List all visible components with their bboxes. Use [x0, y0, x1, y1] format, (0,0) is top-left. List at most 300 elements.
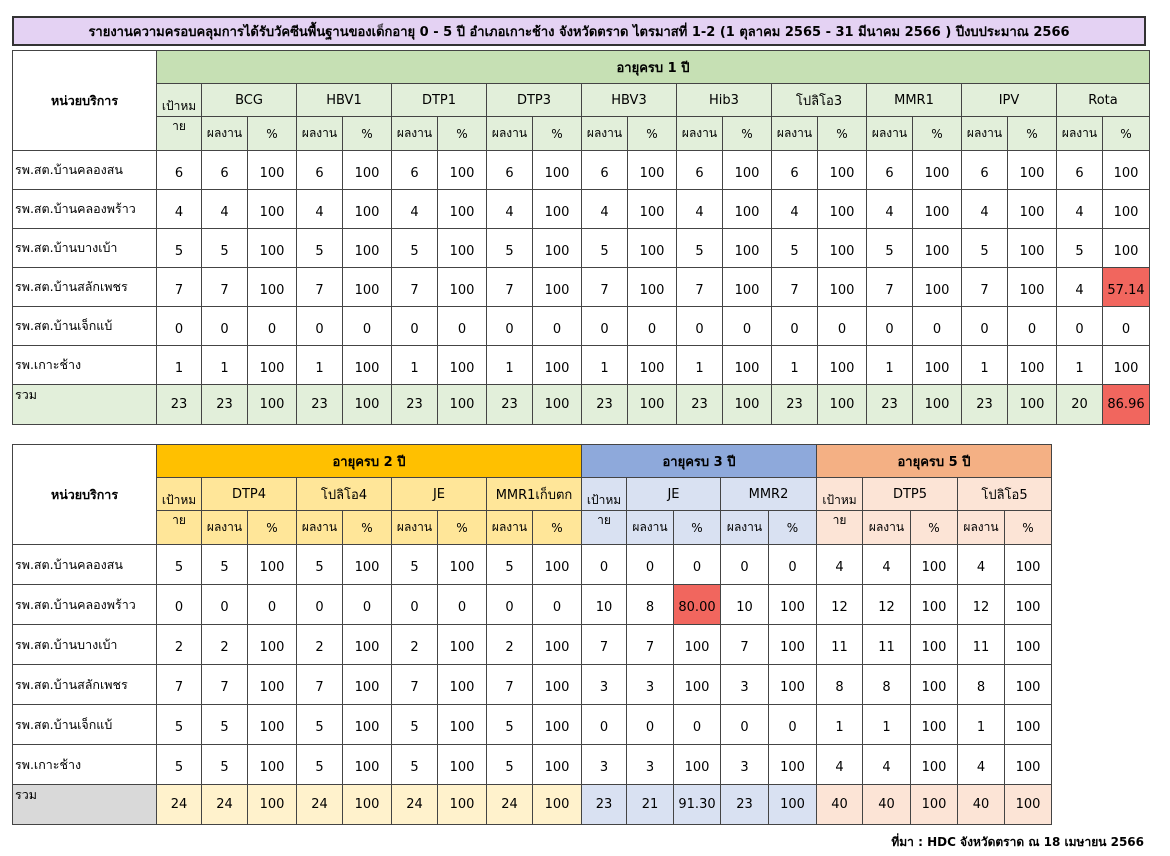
percent-value: 100 — [628, 229, 677, 268]
vaccine-header-4-1: โปลิโอ4 — [297, 478, 392, 511]
percent-header: % — [248, 117, 297, 151]
unit-name: รพ.เกาะช้าง — [13, 346, 157, 385]
vaccine-header-3-6: โปลิโอ3 — [772, 84, 867, 117]
percent-value: 100 — [1005, 745, 1052, 785]
result-value: 2 — [297, 625, 343, 665]
unit-name: รพ.สต.บ้านเจ็กแบ้ — [13, 307, 157, 346]
result-header: ผลงาน — [1057, 117, 1103, 151]
target-value: 2 — [157, 625, 202, 665]
result-value: 2 — [487, 625, 533, 665]
result-value: 23 — [677, 385, 723, 425]
unit-name: รพ.สต.บ้านคลองสน — [13, 545, 157, 585]
result-value: 5 — [962, 229, 1008, 268]
result-value: 7 — [487, 268, 533, 307]
report-title: รายงานความครอบคลุมการได้รับวัคซีนพื้นฐานของเด็กอายุ 0 - 5 ปี อำเภอเกาะช้าง จังหวัดตราด ไตรมาสที่ 1-2 (1 ตุลาคม 2565 - 31 มีนาคม 2566 ) ปีงบประมาณ 2566 — [12, 16, 1146, 46]
result-value: 0 — [202, 307, 248, 346]
target-header: เป้าหม — [817, 478, 863, 511]
result-value: 5 — [487, 229, 533, 268]
percent-header: % — [628, 117, 677, 151]
result-value: 3 — [627, 665, 674, 705]
percent-value: 100 — [533, 545, 582, 585]
percent-value: 100 — [248, 229, 297, 268]
percent-value: 0 — [1008, 307, 1057, 346]
percent-header: % — [674, 511, 721, 545]
result-header: ผลงาน — [627, 511, 674, 545]
percent-value: 100 — [533, 625, 582, 665]
result-value: 1 — [677, 346, 723, 385]
percent-value: 100 — [343, 545, 392, 585]
percent-header: % — [1008, 117, 1057, 151]
result-value: 4 — [582, 190, 628, 229]
result-value: 23 — [962, 385, 1008, 425]
result-value: 8 — [863, 665, 911, 705]
result-value: 7 — [677, 268, 723, 307]
result-value: 0 — [721, 705, 769, 745]
target-value: 0 — [157, 307, 202, 346]
result-header: ผลงาน — [721, 511, 769, 545]
result-value: 10 — [721, 585, 769, 625]
percent-value: 100 — [628, 268, 677, 307]
percent-header: % — [438, 117, 487, 151]
percent-value: 100 — [628, 151, 677, 190]
percent-value: 100 — [1008, 190, 1057, 229]
result-value: 4 — [202, 190, 248, 229]
unit-name: รพ.สต.บ้านคลองพร้าว — [13, 190, 157, 229]
target-value: 1 — [157, 346, 202, 385]
result-value: 3 — [721, 745, 769, 785]
percent-value: 100 — [818, 346, 867, 385]
percent-value: 100 — [438, 229, 487, 268]
target-header-cont: าย — [817, 511, 863, 545]
vaccine-header-bcg-0: BCG — [202, 84, 297, 117]
percent-value: 100 — [911, 625, 958, 665]
result-value: 0 — [487, 307, 533, 346]
vaccine-header-dtp4-0: DTP4 — [202, 478, 297, 511]
percent-header: % — [723, 117, 772, 151]
percent-value: 100 — [769, 585, 817, 625]
unit-name: รพ.สต.บ้านสลักเพชร — [13, 665, 157, 705]
result-value: 1 — [867, 346, 913, 385]
result-header: ผลงาน — [863, 511, 911, 545]
result-value: 1 — [863, 705, 911, 745]
percent-value: 100 — [1005, 705, 1052, 745]
result-header: ผลงาน — [202, 511, 248, 545]
percent-value: 100 — [674, 745, 721, 785]
percent-value: 0 — [438, 585, 487, 625]
result-value: 5 — [772, 229, 818, 268]
percent-value: 0 — [723, 307, 772, 346]
percent-value: 100 — [343, 151, 392, 190]
result-value: 6 — [392, 151, 438, 190]
result-value: 23 — [297, 385, 343, 425]
result-value: 7 — [392, 665, 438, 705]
result-header: ผลงาน — [772, 117, 818, 151]
percent-header: % — [769, 511, 817, 545]
result-value: 40 — [863, 785, 911, 825]
percent-value: 0 — [248, 585, 297, 625]
vaccine-header-hbv3-4: HBV3 — [582, 84, 677, 117]
percent-value: 100 — [1005, 545, 1052, 585]
percent-value: 100 — [343, 665, 392, 705]
percent-value: 0 — [769, 705, 817, 745]
percent-value: 0 — [1103, 307, 1150, 346]
result-value: 3 — [627, 745, 674, 785]
result-value: 0 — [721, 545, 769, 585]
result-value: 0 — [392, 585, 438, 625]
percent-value: 100 — [343, 346, 392, 385]
percent-value: 100 — [533, 151, 582, 190]
result-value: 5 — [202, 229, 248, 268]
result-value: 0 — [202, 585, 248, 625]
result-value: 8 — [627, 585, 674, 625]
result-value: 0 — [487, 585, 533, 625]
result-value: 5 — [297, 545, 343, 585]
percent-value: 100 — [911, 545, 958, 585]
percent-value: 100 — [248, 745, 297, 785]
percent-value: 100 — [533, 268, 582, 307]
target-value: 5 — [157, 545, 202, 585]
vaccine-header-5-1: โปลิโอ5 — [958, 478, 1052, 511]
unit-header-2: หน่วยบริการ — [13, 445, 157, 545]
percent-value: 0 — [674, 705, 721, 745]
result-header: ผลงาน — [582, 117, 628, 151]
result-value: 5 — [487, 745, 533, 785]
percent-value: 100 — [248, 625, 297, 665]
percent-value: 100 — [438, 625, 487, 665]
result-header: ผลงาน — [297, 511, 343, 545]
result-value: 0 — [772, 307, 818, 346]
vaccine-header-dtp1-2: DTP1 — [392, 84, 487, 117]
target-value: 12 — [817, 585, 863, 625]
percent-value: 100 — [1008, 229, 1057, 268]
percent-value: 100 — [913, 346, 962, 385]
percent-value: 0 — [533, 307, 582, 346]
result-value: 24 — [202, 785, 248, 825]
result-value: 1 — [958, 705, 1005, 745]
percent-value: 100 — [818, 190, 867, 229]
target-value: 0 — [582, 545, 627, 585]
result-value: 4 — [958, 545, 1005, 585]
percent-value: 100 — [818, 268, 867, 307]
target-header: เป้าหม — [157, 478, 202, 511]
percent-value: 100 — [818, 229, 867, 268]
target-value: 0 — [582, 705, 627, 745]
result-value: 1 — [1057, 346, 1103, 385]
percent-value: 86.96 — [1103, 385, 1150, 425]
result-value: 4 — [677, 190, 723, 229]
result-value: 21 — [627, 785, 674, 825]
result-value: 5 — [202, 745, 248, 785]
result-value: 12 — [958, 585, 1005, 625]
result-value: 4 — [772, 190, 818, 229]
result-value: 0 — [627, 545, 674, 585]
unit-name: รพ.สต.บ้านบางเบ้า — [13, 229, 157, 268]
result-value: 7 — [202, 665, 248, 705]
percent-value: 100 — [723, 151, 772, 190]
result-header: ผลงาน — [958, 511, 1005, 545]
target-value: 5 — [157, 745, 202, 785]
unit-name: รพ.สต.บ้านคลองสน — [13, 151, 157, 190]
percent-header: % — [1005, 511, 1052, 545]
percent-value: 100 — [248, 190, 297, 229]
percent-value: 100 — [723, 229, 772, 268]
result-value: 23 — [202, 385, 248, 425]
percent-value: 100 — [1008, 151, 1057, 190]
percent-value: 0 — [533, 585, 582, 625]
percent-value: 100 — [1103, 190, 1150, 229]
percent-value: 0 — [438, 307, 487, 346]
percent-value: 100 — [438, 545, 487, 585]
percent-value: 80.00 — [674, 585, 721, 625]
percent-value: 100 — [533, 705, 582, 745]
percent-value: 100 — [438, 190, 487, 229]
percent-header: % — [911, 511, 958, 545]
percent-value: 100 — [913, 385, 962, 425]
percent-value: 100 — [343, 268, 392, 307]
result-value: 0 — [582, 307, 628, 346]
percent-value: 100 — [628, 385, 677, 425]
result-value: 23 — [487, 385, 533, 425]
result-value: 7 — [392, 268, 438, 307]
result-header: ผลงาน — [677, 117, 723, 151]
percent-value: 100 — [723, 346, 772, 385]
result-value: 23 — [721, 785, 769, 825]
result-value: 0 — [962, 307, 1008, 346]
percent-value: 100 — [769, 745, 817, 785]
result-value: 6 — [297, 151, 343, 190]
percent-value: 0 — [674, 545, 721, 585]
target-value: 5 — [157, 705, 202, 745]
result-value: 5 — [297, 745, 343, 785]
target-value: 40 — [817, 785, 863, 825]
vaccine-header-je-0: JE — [627, 478, 721, 511]
percent-value: 100 — [818, 385, 867, 425]
percent-value: 100 — [674, 625, 721, 665]
percent-value: 0 — [818, 307, 867, 346]
result-value: 6 — [1057, 151, 1103, 190]
percent-value: 100 — [533, 346, 582, 385]
percent-header: % — [533, 511, 582, 545]
result-value: 4 — [1057, 268, 1103, 307]
vaccine-header-dtp3-3: DTP3 — [487, 84, 582, 117]
result-value: 8 — [958, 665, 1005, 705]
total-row-label: รวม — [13, 385, 157, 425]
result-value: 7 — [297, 268, 343, 307]
result-value: 6 — [677, 151, 723, 190]
target-header: เป้าหม — [157, 84, 202, 117]
target-value: 0 — [157, 585, 202, 625]
vaccine-header-rota-9: Rota — [1057, 84, 1150, 117]
result-value: 0 — [297, 585, 343, 625]
result-value: 23 — [392, 385, 438, 425]
result-value: 2 — [202, 625, 248, 665]
result-value: 5 — [392, 545, 438, 585]
percent-value: 100 — [911, 665, 958, 705]
target-value: 8 — [817, 665, 863, 705]
percent-value: 100 — [343, 190, 392, 229]
target-value: 1 — [817, 705, 863, 745]
percent-value: 100 — [533, 190, 582, 229]
vaccine-header-hib3-5: Hib3 — [677, 84, 772, 117]
percent-value: 100 — [1005, 625, 1052, 665]
percent-value: 100 — [438, 745, 487, 785]
target-value: 23 — [582, 785, 627, 825]
percent-value: 100 — [913, 190, 962, 229]
percent-value: 100 — [438, 705, 487, 745]
target-header: เป้าหม — [582, 478, 627, 511]
percent-header: % — [248, 511, 297, 545]
result-header: ผลงาน — [487, 511, 533, 545]
target-header-cont: าย — [582, 511, 627, 545]
result-value: 5 — [582, 229, 628, 268]
result-value: 6 — [867, 151, 913, 190]
result-value: 5 — [487, 545, 533, 585]
target-value: 6 — [157, 151, 202, 190]
percent-value: 100 — [438, 665, 487, 705]
percent-value: 100 — [723, 385, 772, 425]
data-source-note: ที่มา : HDC จังหวัดตราด ณ 18 เมษายน 2566 — [891, 835, 1144, 849]
percent-value: 100 — [248, 151, 297, 190]
percent-value: 100 — [533, 385, 582, 425]
percent-value: 100 — [533, 785, 582, 825]
result-value: 4 — [958, 745, 1005, 785]
result-value: 7 — [721, 625, 769, 665]
result-value: 6 — [582, 151, 628, 190]
target-value: 4 — [817, 545, 863, 585]
percent-value: 100 — [248, 346, 297, 385]
age-1-group-header: อายุครบ 1 ปี — [157, 51, 1150, 84]
percent-value: 100 — [1103, 346, 1150, 385]
percent-header: % — [343, 511, 392, 545]
percent-value: 100 — [1103, 151, 1150, 190]
result-value: 4 — [487, 190, 533, 229]
percent-value: 100 — [248, 385, 297, 425]
percent-value: 100 — [533, 745, 582, 785]
percent-value: 100 — [248, 785, 297, 825]
result-value: 5 — [487, 705, 533, 745]
percent-value: 100 — [628, 346, 677, 385]
percent-value: 100 — [674, 665, 721, 705]
percent-value: 100 — [818, 151, 867, 190]
target-value: 7 — [582, 625, 627, 665]
percent-value: 100 — [438, 346, 487, 385]
result-value: 7 — [487, 665, 533, 705]
result-value: 24 — [297, 785, 343, 825]
result-header: ผลงาน — [962, 117, 1008, 151]
result-value: 23 — [867, 385, 913, 425]
age-2-group-header: อายุครบ 2 ปี — [157, 445, 582, 478]
percent-value: 100 — [438, 151, 487, 190]
percent-header: % — [533, 117, 582, 151]
percent-value: 91.30 — [674, 785, 721, 825]
result-value: 23 — [772, 385, 818, 425]
percent-value: 100 — [343, 385, 392, 425]
result-value: 5 — [202, 545, 248, 585]
result-value: 7 — [962, 268, 1008, 307]
target-header-cont: าย — [157, 511, 202, 545]
result-value: 0 — [627, 705, 674, 745]
result-value: 0 — [297, 307, 343, 346]
age-5-group-header: อายุครบ 5 ปี — [817, 445, 1052, 478]
unit-name: รพ.เกาะช้าง — [13, 745, 157, 785]
percent-value: 0 — [248, 307, 297, 346]
result-header: ผลงาน — [392, 511, 438, 545]
percent-value: 100 — [438, 385, 487, 425]
result-value: 1 — [297, 346, 343, 385]
percent-value: 100 — [911, 585, 958, 625]
percent-value: 100 — [343, 625, 392, 665]
result-value: 6 — [962, 151, 1008, 190]
result-value: 6 — [772, 151, 818, 190]
percent-value: 100 — [248, 268, 297, 307]
percent-value: 100 — [913, 229, 962, 268]
percent-value: 100 — [1103, 229, 1150, 268]
target-value: 3 — [582, 665, 627, 705]
result-value: 1 — [202, 346, 248, 385]
percent-value: 100 — [911, 745, 958, 785]
percent-value: 100 — [911, 705, 958, 745]
target-value: 10 — [582, 585, 627, 625]
result-value: 4 — [297, 190, 343, 229]
target-value: 24 — [157, 785, 202, 825]
percent-value: 100 — [343, 745, 392, 785]
percent-header: % — [343, 117, 392, 151]
percent-value: 100 — [438, 268, 487, 307]
percent-value: 100 — [343, 229, 392, 268]
result-value: 24 — [487, 785, 533, 825]
result-value: 7 — [627, 625, 674, 665]
vaccine-header-hbv1-1: HBV1 — [297, 84, 392, 117]
result-value: 1 — [487, 346, 533, 385]
vaccine-header-mmr1-7: MMR1 — [867, 84, 962, 117]
percent-value: 100 — [913, 151, 962, 190]
unit-header: หน่วยบริการ — [13, 51, 157, 151]
percent-value: 100 — [911, 785, 958, 825]
percent-value: 100 — [1005, 585, 1052, 625]
result-value: 5 — [392, 745, 438, 785]
percent-value: 0 — [769, 545, 817, 585]
result-value: 2 — [392, 625, 438, 665]
result-header: ผลงาน — [392, 117, 438, 151]
result-value: 0 — [392, 307, 438, 346]
result-value: 1 — [962, 346, 1008, 385]
result-value: 7 — [202, 268, 248, 307]
vaccine-header-je-2: JE — [392, 478, 487, 511]
target-value: 4 — [817, 745, 863, 785]
result-value: 4 — [863, 545, 911, 585]
percent-value: 100 — [1008, 346, 1057, 385]
percent-value: 100 — [723, 268, 772, 307]
percent-value: 0 — [343, 307, 392, 346]
target-header-cont: าย — [157, 117, 202, 151]
vaccine-header-ipv-8: IPV — [962, 84, 1057, 117]
result-header: ผลงาน — [867, 117, 913, 151]
result-value: 6 — [202, 151, 248, 190]
result-value: 23 — [582, 385, 628, 425]
vaccine-header-mmr1-3: MMR1เก็บตก — [487, 478, 582, 511]
result-value: 11 — [863, 625, 911, 665]
result-value: 11 — [958, 625, 1005, 665]
result-value: 4 — [863, 745, 911, 785]
percent-value: 100 — [343, 785, 392, 825]
percent-header: % — [1103, 117, 1150, 151]
percent-value: 100 — [533, 229, 582, 268]
result-value: 5 — [677, 229, 723, 268]
percent-value: 100 — [769, 625, 817, 665]
percent-value: 100 — [723, 190, 772, 229]
unit-name: รพ.สต.บ้านบางเบ้า — [13, 625, 157, 665]
result-value: 1 — [392, 346, 438, 385]
